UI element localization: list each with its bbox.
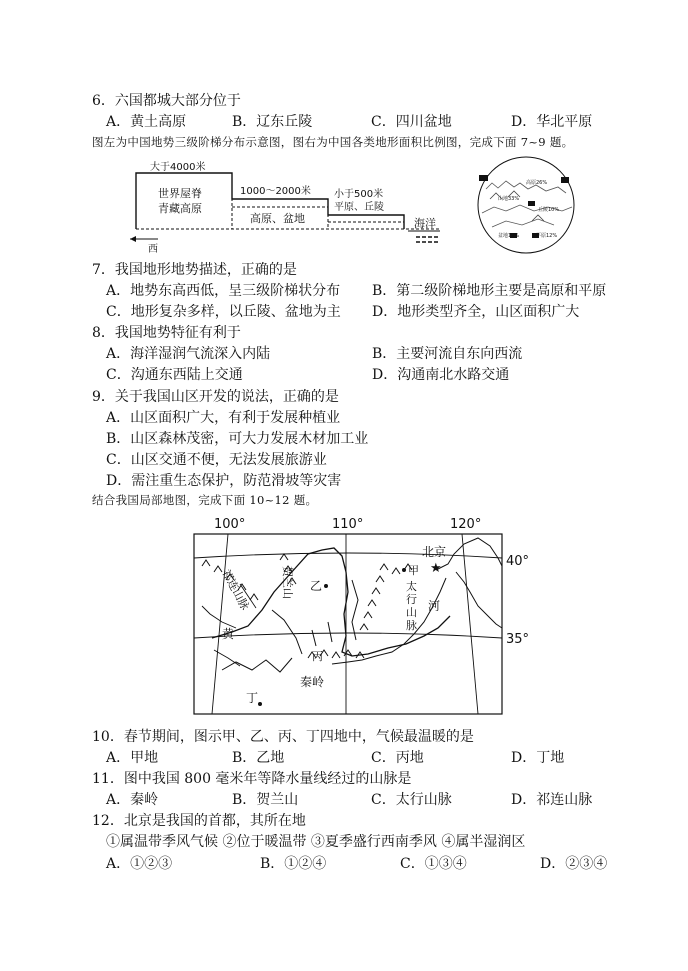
pie-label-basin: 盆地19%: [498, 233, 520, 239]
longitude-110-label: 110°: [332, 517, 364, 532]
jia-point-marker: [402, 568, 406, 572]
longitude-100-label: 100°: [214, 517, 246, 532]
q7-option-c: C．地形复杂多样，以丘陵、盆地为主: [106, 304, 341, 320]
intro-questions-10-12: 结合我国局部地图，完成下面 10~12 题。: [92, 493, 318, 507]
question-8-stem: 8．我国地势特征有利于: [92, 325, 241, 341]
q9-option-c: C．山区交通不便，无法发展旅游业: [106, 452, 327, 468]
latitude-35-label: 35°: [506, 632, 530, 647]
q10-option-b: B．乙地: [232, 750, 285, 766]
west-direction-label: 西: [148, 244, 158, 255]
yi-point-marker: [324, 584, 328, 588]
q7-option-a: A．地势东高西低，呈三级阶梯状分布: [106, 283, 341, 299]
q6-option-d: D．华北平原: [511, 114, 593, 130]
latitude-40-label: 40°: [506, 554, 530, 569]
question-12-stem: 12．北京是我国的首都，其所在地: [92, 813, 306, 829]
terrain-proportion-chart: [462, 155, 590, 255]
q6-option-b: B．辽东丘陵: [232, 114, 313, 130]
q8-option-d: D．沟通南北水路交通: [372, 367, 510, 383]
river-he-label: 河: [428, 599, 441, 613]
question-9-stem: 9．关于我国山区开发的说法，正确的是: [92, 389, 339, 405]
q12-statements: ①属温带季风气候 ②位于暖温带 ③夏季盛行西南季风 ④属半湿润区: [106, 834, 526, 850]
q6-option-c: C．四川盆地: [371, 114, 452, 130]
pie-label-hills: 丘陵10%: [538, 207, 560, 213]
longitude-120-label: 120°: [450, 517, 482, 532]
step1-name-line1: 世界屋脊: [158, 187, 202, 200]
qilian-mountains-label: 祁连山脉: [219, 567, 252, 613]
step2-altitude-label: 1000～2000米: [240, 186, 311, 197]
q8-option-a: A．海洋湿润气流深入内陆: [106, 346, 271, 362]
regional-map: [192, 510, 538, 720]
q7-option-d: D．地形类型齐全，山区面积广大: [372, 304, 580, 320]
point-ding-label: 丁: [246, 691, 259, 705]
q11-option-b: B．贺兰山: [232, 792, 299, 808]
q12-option-a: A．①②③: [106, 856, 173, 872]
pie-label-mountain: 山地33%: [498, 196, 520, 202]
step1-name-line2: 青藏高原: [158, 202, 202, 215]
terrain-steps-diagram: [128, 155, 450, 255]
step1-altitude-label: 大于4000米: [150, 162, 206, 173]
q9-option-a: A．山区面积广大，有利于发展种植业: [106, 410, 341, 426]
q11-option-d: D．祁连山脉: [511, 792, 593, 808]
point-bing-label: 丙: [312, 650, 323, 663]
question-11-stem: 11．图中我国 800 毫米年等降水量线经过的山脉是: [92, 771, 412, 787]
river-huang-label: 黄: [222, 627, 235, 641]
pie-label-plateau: 高原26%: [526, 180, 548, 186]
beijing-label: 北京: [422, 545, 447, 559]
question-6-stem: 6．六国都城大部分位于: [92, 93, 241, 109]
point-jia-label: 甲: [408, 564, 419, 577]
question-10-stem: 10．春节期间，图示甲、乙、丙、丁四地中，气候最温暖的是: [92, 729, 474, 745]
step3-name: 平原、丘陵: [334, 202, 384, 213]
q10-option-c: C．丙地: [371, 750, 424, 766]
intro-questions-7-9: 图左为中国地势三级阶梯分布示意图，图右为中国各类地形面积比例图，完成下面 7~9 题。: [92, 135, 574, 149]
q8-option-b: B．主要河流自东向西流: [372, 346, 523, 362]
q12-option-c: C．①③④: [400, 856, 467, 872]
q10-option-a: A．甲地: [106, 750, 159, 766]
beijing-star-icon: ★: [430, 561, 442, 576]
q11-option-a: A．秦岭: [106, 792, 159, 808]
ocean-label: 海洋: [414, 217, 436, 230]
taihang-mountains-label: 太行山脉: [406, 580, 417, 632]
q12-option-b: B．①②④: [260, 856, 327, 872]
qinling-label: 秦岭: [300, 675, 325, 689]
q9-option-d: D．需注重生态保护，防范滑坡等灾害: [106, 473, 342, 489]
q9-option-b: B．山区森林茂密，可大力发展木材加工业: [106, 431, 369, 447]
pie-label-plain: 平原12%: [536, 233, 558, 239]
q11-option-c: C．太行山脉: [371, 792, 452, 808]
q12-option-d: D．②③④: [540, 856, 608, 872]
q6-option-a: A．黄土高原: [106, 114, 187, 130]
step2-name: 高原、盆地: [250, 212, 305, 225]
helan-mountain-label: 贺兰山: [281, 566, 294, 599]
q10-option-d: D．丁地: [511, 750, 565, 766]
point-yi-label: 乙: [310, 579, 323, 593]
q7-option-b: B．第二级阶梯地形主要是高原和平原: [372, 283, 607, 299]
question-7-stem: 7．我国地形地势描述，正确的是: [92, 262, 297, 278]
q8-option-c: C．沟通东西陆上交通: [106, 367, 243, 383]
ding-point-marker: [258, 702, 262, 706]
step3-altitude-label: 小于500米: [334, 189, 384, 200]
